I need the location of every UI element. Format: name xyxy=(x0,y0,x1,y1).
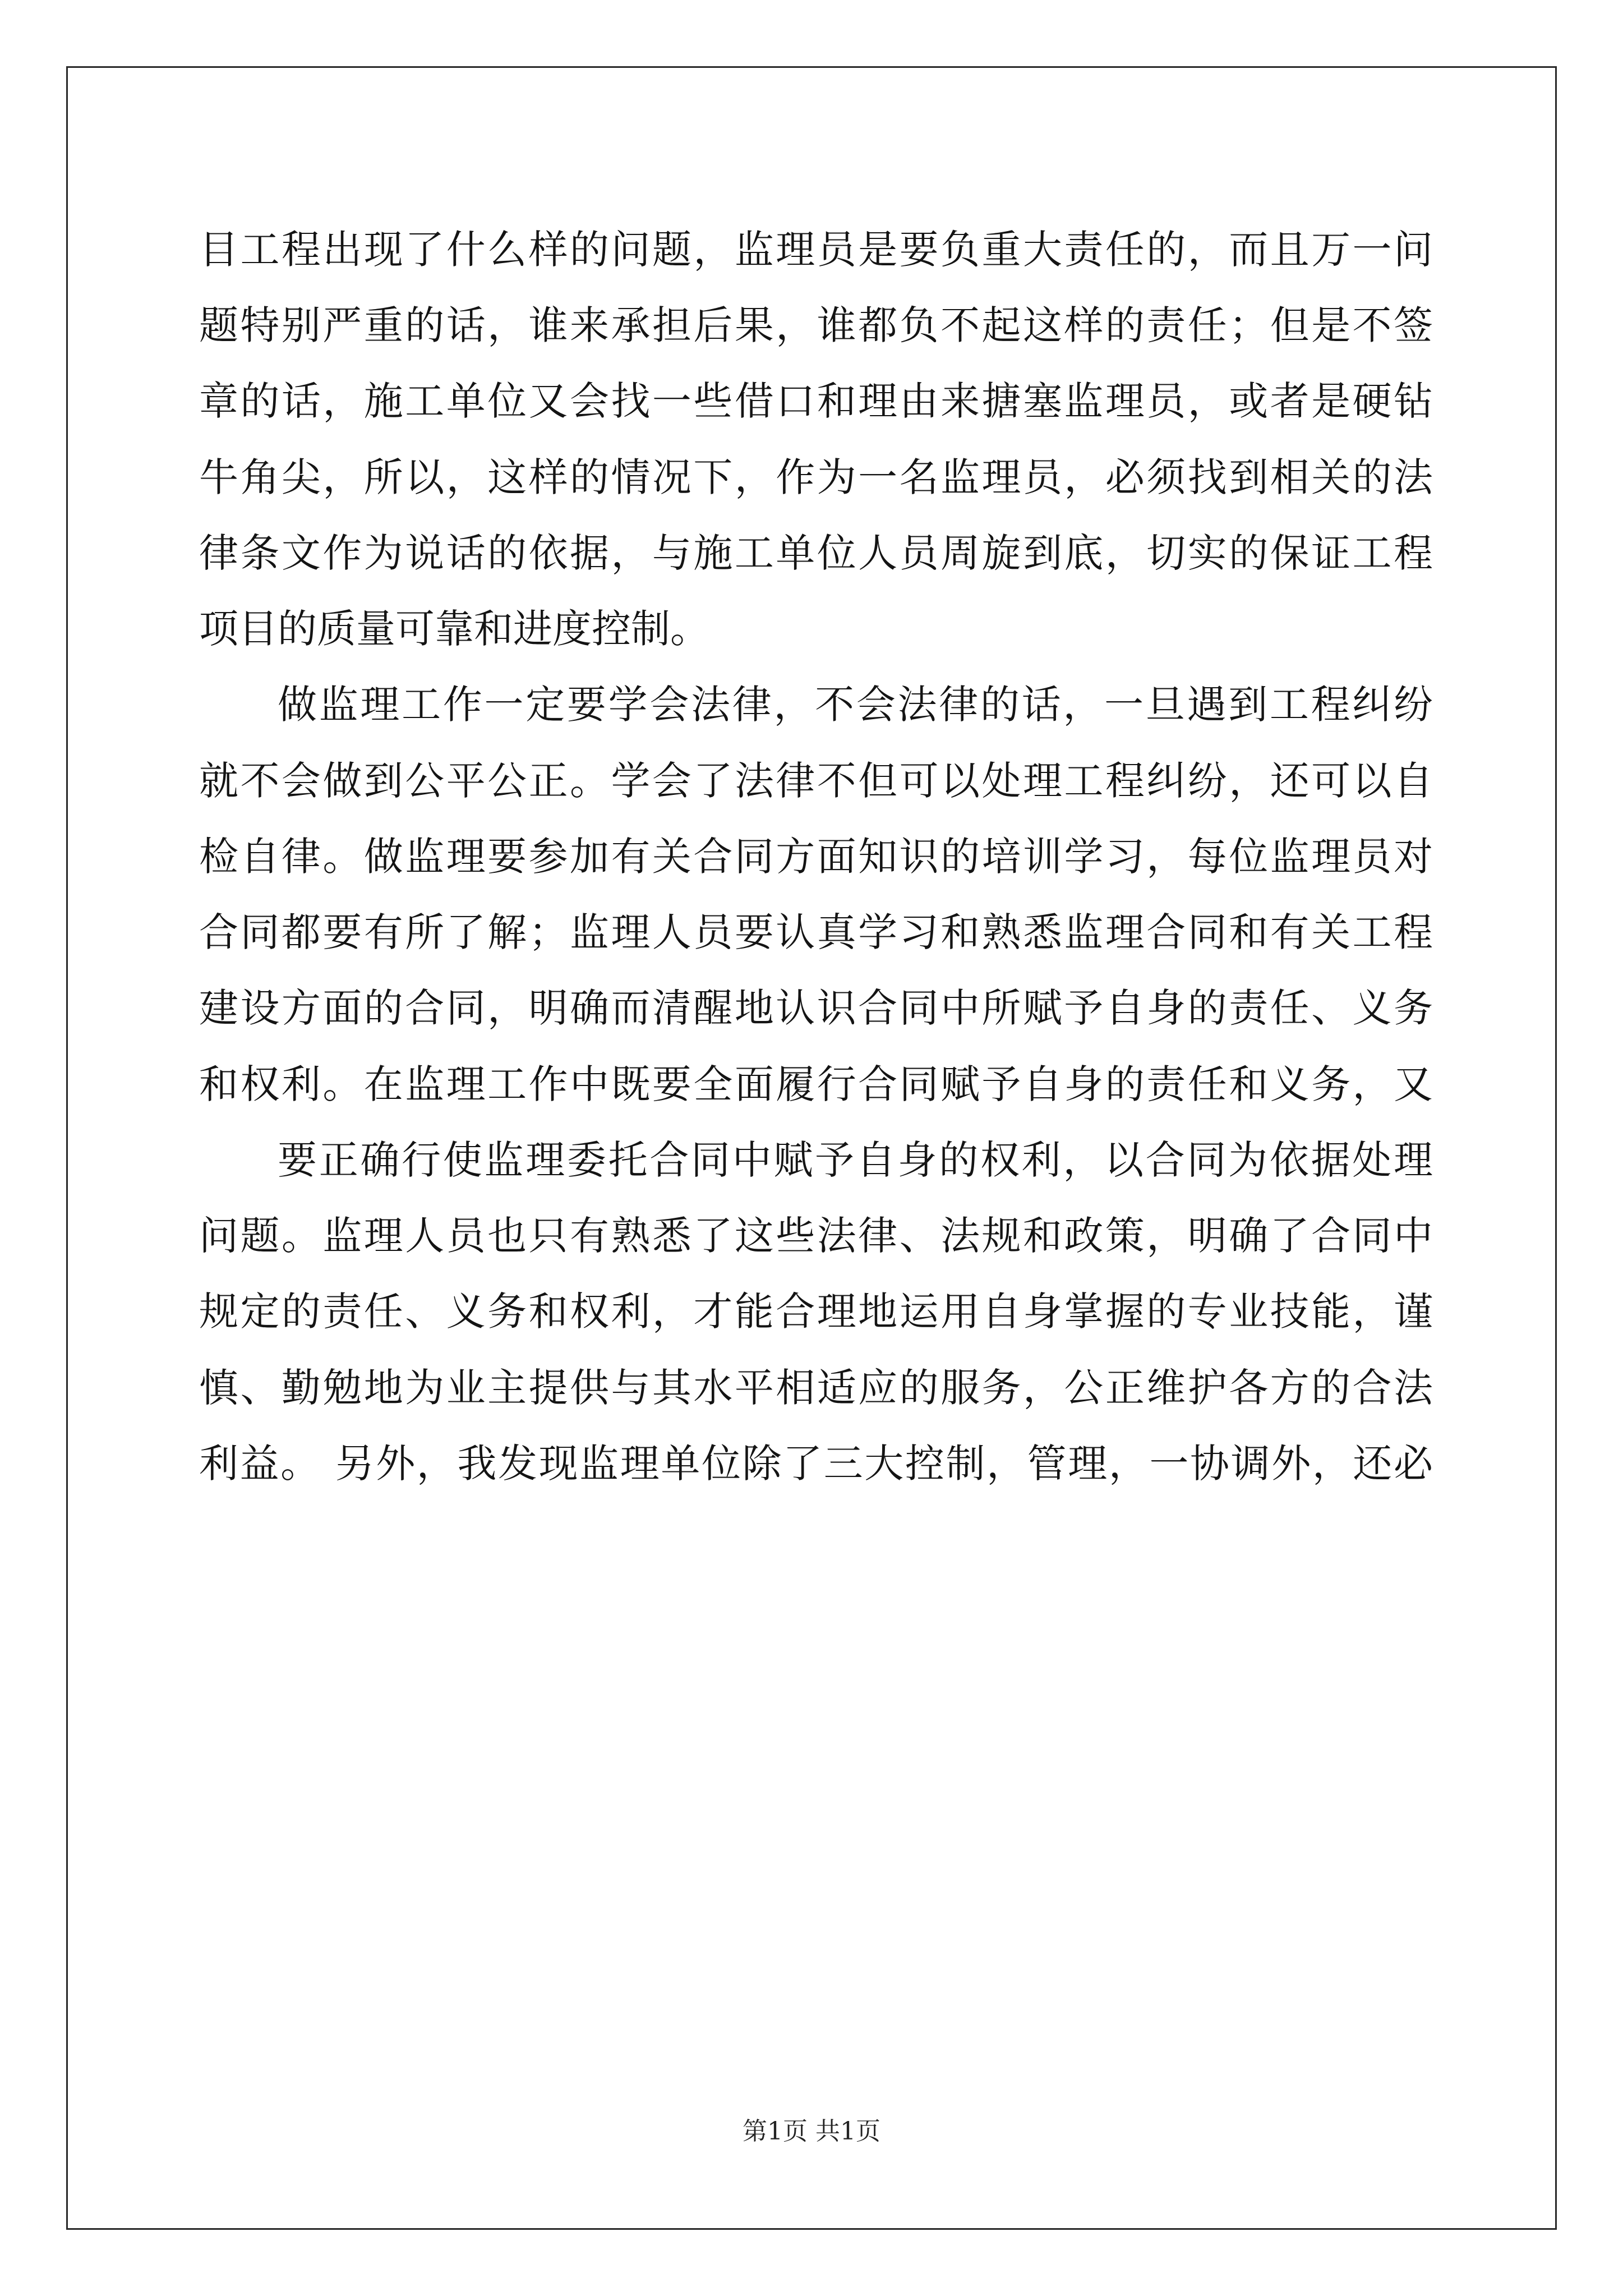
text-line: 章的话，施工单位又会找一些借口和理由来搪塞监理员，或者是硬钻 xyxy=(199,378,1433,424)
text-line: 牛角尖，所以，这样的情况下，作为一名监理员，必须找到相关的法 xyxy=(199,454,1433,500)
text-line: 项目的质量可靠和进度控制。 xyxy=(199,606,709,652)
text-line: 利益。 另外，我发现监理单位除了三大控制，管理，一协调外，还必 xyxy=(199,1441,1433,1487)
text-line: 建设方面的合同，明确而清醒地认识合同中所赋予自身的责任、义务 xyxy=(199,985,1433,1031)
text-line: 规定的责任、义务和权利，才能合理地运用自身掌握的专业技能，谨 xyxy=(199,1289,1433,1335)
page-number-footer: 第1页 共1页 xyxy=(743,2117,880,2146)
text-line: 问题。监理人员也只有熟悉了这些法律、法规和政策，明确了合同中 xyxy=(199,1213,1433,1259)
text-line: 目工程出现了什么样的问题，监理员是要负重大责任的，而且万一问 xyxy=(199,227,1433,273)
text-line: 检自律。做监理要参加有关合同方面知识的培训学习，每位监理员对 xyxy=(199,834,1433,880)
text-line: 律条文作为说话的依据，与施工单位人员周旋到底，切实的保证工程 xyxy=(199,530,1433,576)
paragraph-first-line: 要正确行使监理委托合同中赋予自身的权利，以合同为依据处理 xyxy=(278,1137,1433,1183)
text-line: 题特别严重的话，谁来承担后果，谁都负不起这样的责任；但是不签 xyxy=(199,302,1433,348)
text-line: 和权利。在监理工作中既要全面履行合同赋予自身的责任和义务，又 xyxy=(199,1061,1433,1107)
paragraph-first-line: 做监理工作一定要学会法律，不会法律的话，一旦遇到工程纠纷 xyxy=(278,682,1433,728)
text-line: 合同都要有所了解；监理人员要认真学习和熟悉监理合同和有关工程 xyxy=(199,909,1433,955)
text-line: 就不会做到公平公正。学会了法律不但可以处理工程纠纷，还可以自 xyxy=(199,758,1433,804)
text-line: 慎、勤勉地为业主提供与其水平相适应的服务，公正维护各方的合法 xyxy=(199,1365,1433,1411)
